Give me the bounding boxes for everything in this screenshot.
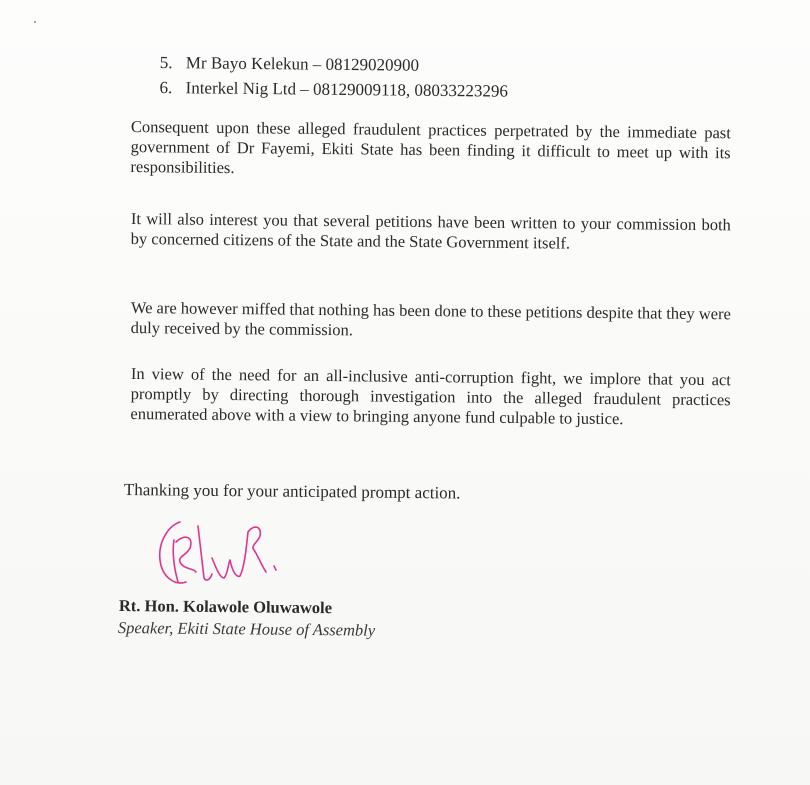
body-paragraph: It will also interest you that several petitions have been written to your commission both by concerned citizens of the State and the State Government itself. (130, 208, 731, 253)
list-item (159, 75, 508, 104)
list-item-number: 5. (159, 52, 173, 73)
closing-line: Thanking you for your anticipated prompt action. (123, 480, 461, 503)
signer-title: Speaker, Ekiti State House of Assembly (117, 618, 376, 640)
list-item (160, 50, 509, 79)
list-item-number: 6. (159, 77, 173, 98)
numbered-list (159, 50, 508, 104)
list-item-text: Mr Bayo Kelekun – 08129020900 (185, 53, 420, 75)
handwritten-signature (150, 512, 285, 590)
list-item-text: Interkel Nig Ltd – 08129009118, 08033223296 (185, 78, 509, 101)
body-paragraph: In view of the need for an all-inclusive anti-corruption fight, we implore that you act promptly by directing thorough investigation into the alleged fraudulent practices enumerated above with a view to bringing anyone fund culpable to justice. (130, 363, 731, 428)
signer-name: Rt. Hon. Kolawole Oluwawole (118, 596, 333, 618)
body-paragraph: We are however miffed that nothing has been done to these petitions despite that they were duly received by the commission. (130, 297, 731, 339)
scan-speck (34, 21, 36, 23)
body-paragraph: Consequent upon these alleged fraudulent practices perpetrated by the immediate past government of Dr Fayemi, Ekiti State has been finding it difficult to meet up with its responsibilities. (130, 116, 731, 177)
